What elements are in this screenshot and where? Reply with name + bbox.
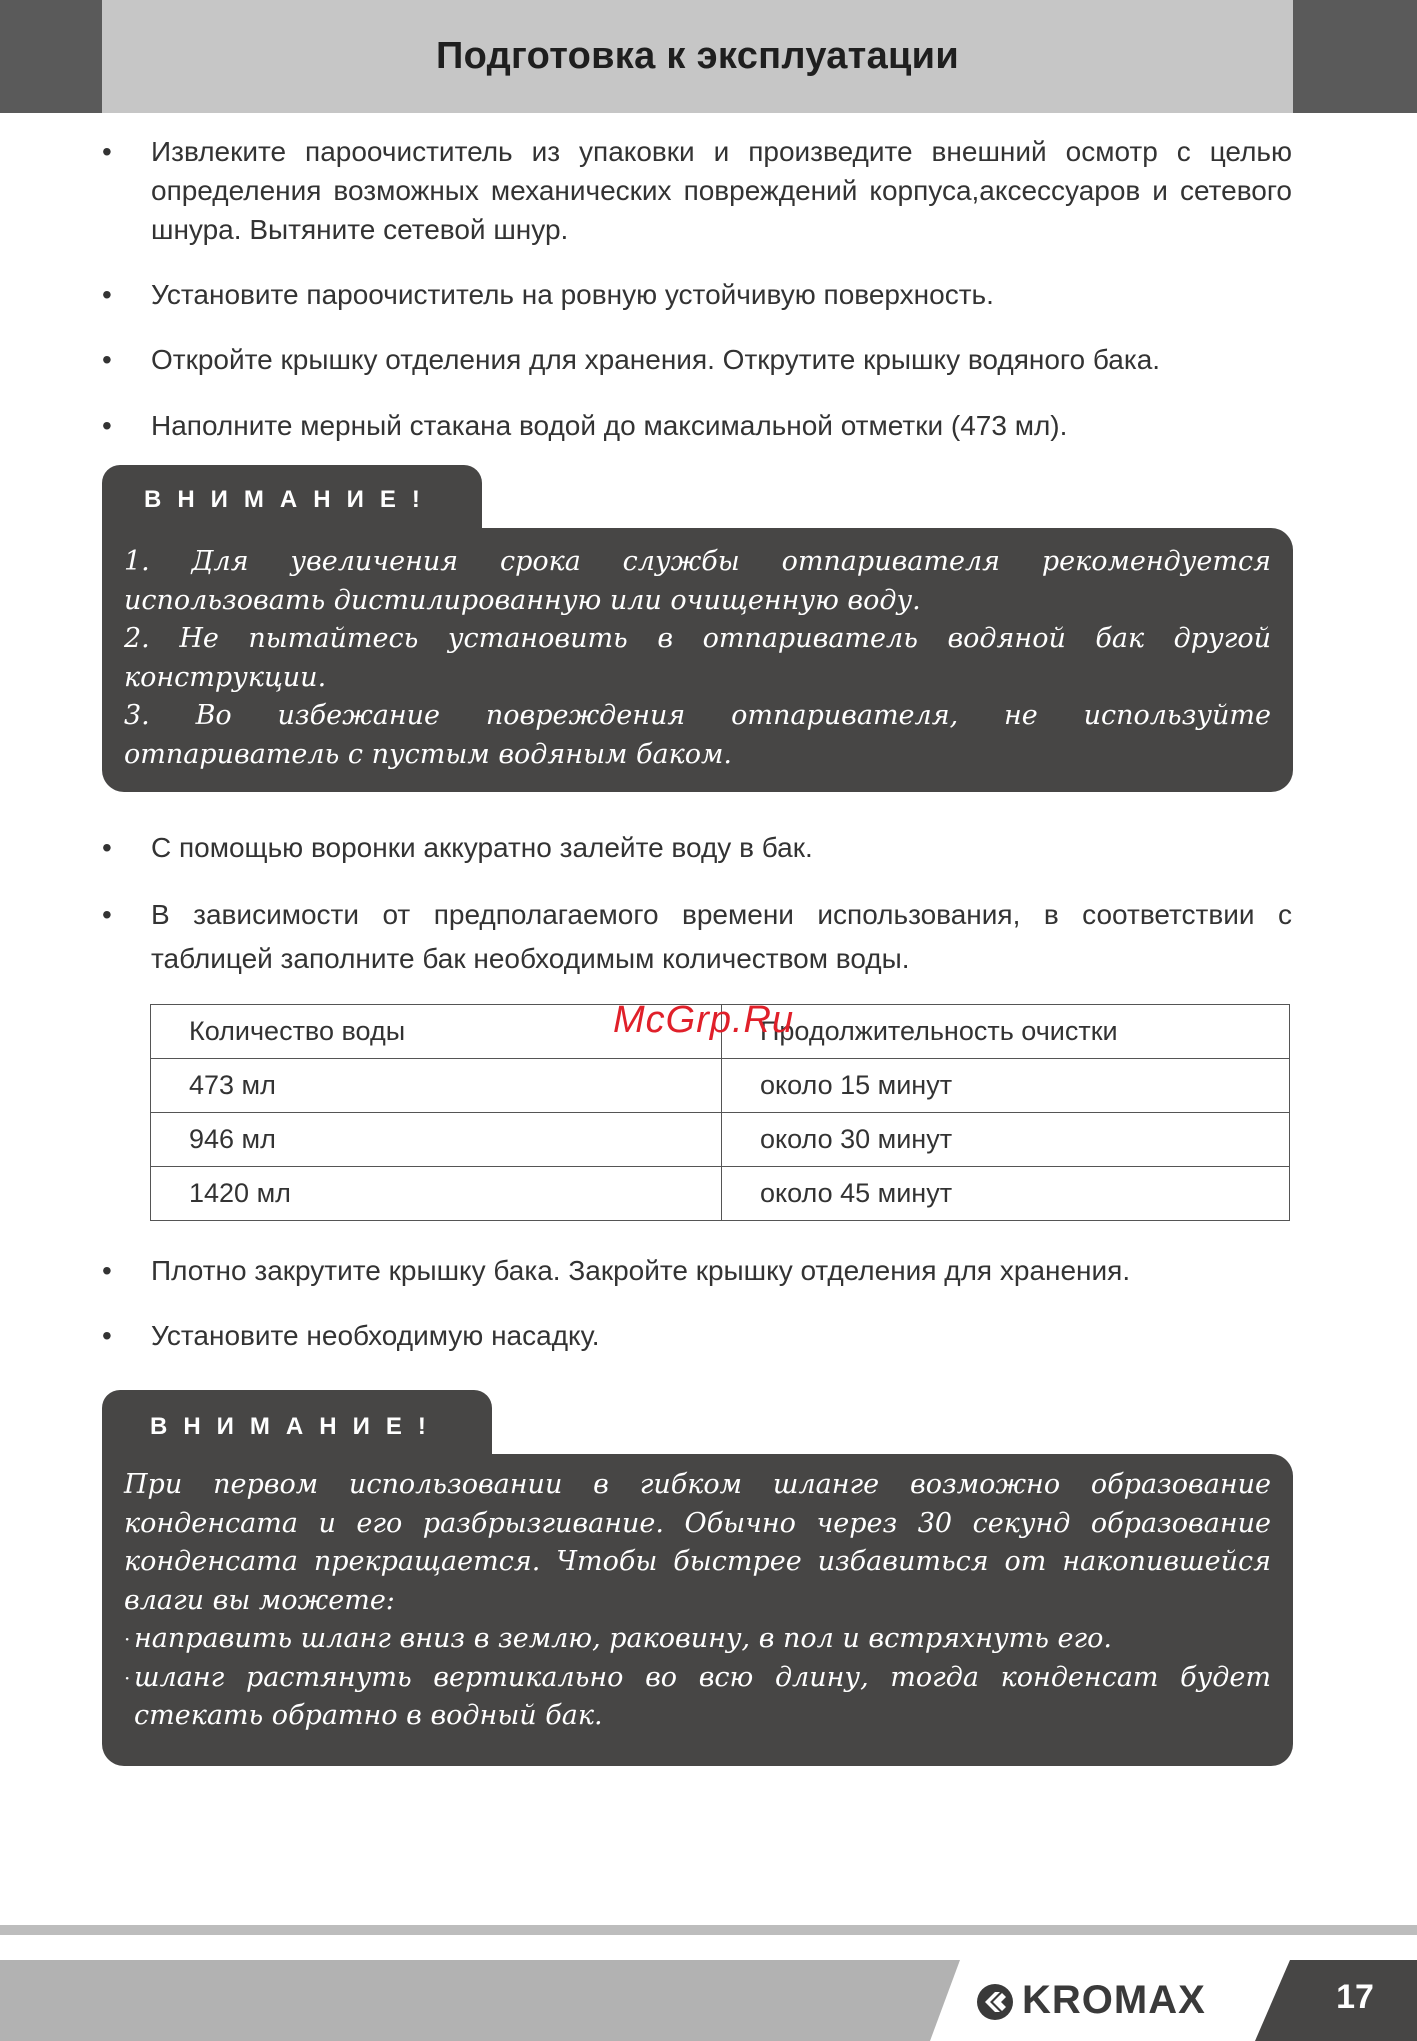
- table-cell: 1420 мл: [151, 1167, 722, 1221]
- warning-intro: При первом использовании в гибком шланге возможно образование конденсата и его разбрызгивание. Обычно через 30 секунд образование конденсата прекращается. Чтобы быстрее избавиться от накопившейся влаги вы можете:: [124, 1469, 1271, 1616]
- table-cell: около 15 минут: [722, 1059, 1290, 1113]
- bullet-dot: •: [102, 832, 112, 863]
- bullet-dot: •: [102, 1320, 112, 1351]
- bullet-dot: •: [102, 344, 112, 375]
- list-item-text: Наполните мерный стакана водой до максимальной отметки (473 мл).: [151, 410, 1068, 441]
- page-number: 17: [1336, 1978, 1374, 2016]
- brand-name: KROMAX: [1022, 1978, 1206, 2022]
- warning-line: 3. Во избежание повреждения отпаривателя, не используйте отпариватель с пустым водяным баком.: [124, 700, 1271, 770]
- list-item-text: Установите пароочиститель на ровную устойчивую поверхность.: [151, 279, 994, 310]
- watermark: McGrp.Ru: [613, 999, 795, 1041]
- table-cell: 473 мл: [151, 1059, 722, 1113]
- list-item-text: Установите необходимую насадку.: [151, 1320, 600, 1351]
- warning-label: ВНИМАНИЕ!: [144, 486, 436, 513]
- warning-subitem-text: шланг растянуть вертикально во всю длину, тогда конденсат будет стекать обратно в водный бак.: [134, 1661, 1271, 1731]
- footer-rule: [0, 1925, 1417, 1935]
- table-cell: около 45 минут: [722, 1167, 1290, 1221]
- list-item-text: Плотно закрутите крышку бака. Закройте крышку отделения для хранения.: [151, 1255, 1131, 1286]
- table-cell: 946 мл: [151, 1113, 722, 1167]
- warning-box: [102, 528, 1293, 792]
- warning-subitem: [124, 1659, 1271, 1736]
- bullet-dot: •: [102, 899, 112, 930]
- list-item-text: В зависимости от предполагаемого времени использования, в соответствии с таблицей заполните бак необходимым количеством воды.: [151, 899, 1292, 974]
- list-item-text: С помощью воронки аккуратно залейте воду в бак.: [151, 832, 813, 863]
- warning-box: [102, 1454, 1293, 1766]
- header-band: [102, 0, 1293, 113]
- header-accent-right: [1293, 0, 1417, 113]
- table-row: [151, 1059, 1290, 1113]
- table-header-cell: Количество воды: [151, 1005, 722, 1059]
- warning-subitem-text: направить шланг вниз в землю, раковину, в пол и встряхнуть его.: [134, 1623, 1113, 1654]
- table-cell: около 30 минут: [722, 1113, 1290, 1167]
- table-row: [151, 1167, 1290, 1221]
- table-header-cell: Продолжительность очистки: [722, 1005, 1290, 1059]
- warning-line: 2. Не пытайтесь установить в отпариватель водяной бак другой конструкции.: [124, 623, 1271, 693]
- list-item-text: Извлеките пароочиститель из упаковки и произведите внешний осмотр с целью определения возможных механических повреждений корпуса,аксессуаров и сетевого шнура. Вытяните сетевой шнур.: [151, 136, 1292, 245]
- bullet-dot: •: [102, 136, 112, 167]
- footer-band: [0, 1960, 960, 2041]
- bullet-dot: •: [102, 1255, 112, 1286]
- list-item-text: Откройте крышку отделения для хранения. Открутите крышку водяного бака.: [151, 344, 1161, 375]
- sub-bullet-dot: ·: [124, 1665, 131, 1690]
- warning-line: 1. Для увеличения срока службы отпаривателя рекомендуется использовать дистилированную или очищенную воду.: [124, 546, 1271, 616]
- list-item: [102, 132, 1292, 250]
- warning-subitem: [124, 1620, 1271, 1659]
- bullet-dot: •: [102, 410, 112, 441]
- page-title: Подготовка к эксплуатации: [435, 35, 960, 77]
- warning-label: ВНИМАНИЕ!: [150, 1413, 442, 1440]
- sub-bullet-dot: ·: [124, 1627, 131, 1651]
- table-row: [151, 1113, 1290, 1167]
- kromax-logo-icon: [975, 1982, 1015, 2022]
- header-accent-left: [0, 0, 102, 113]
- bullet-dot: •: [102, 279, 112, 310]
